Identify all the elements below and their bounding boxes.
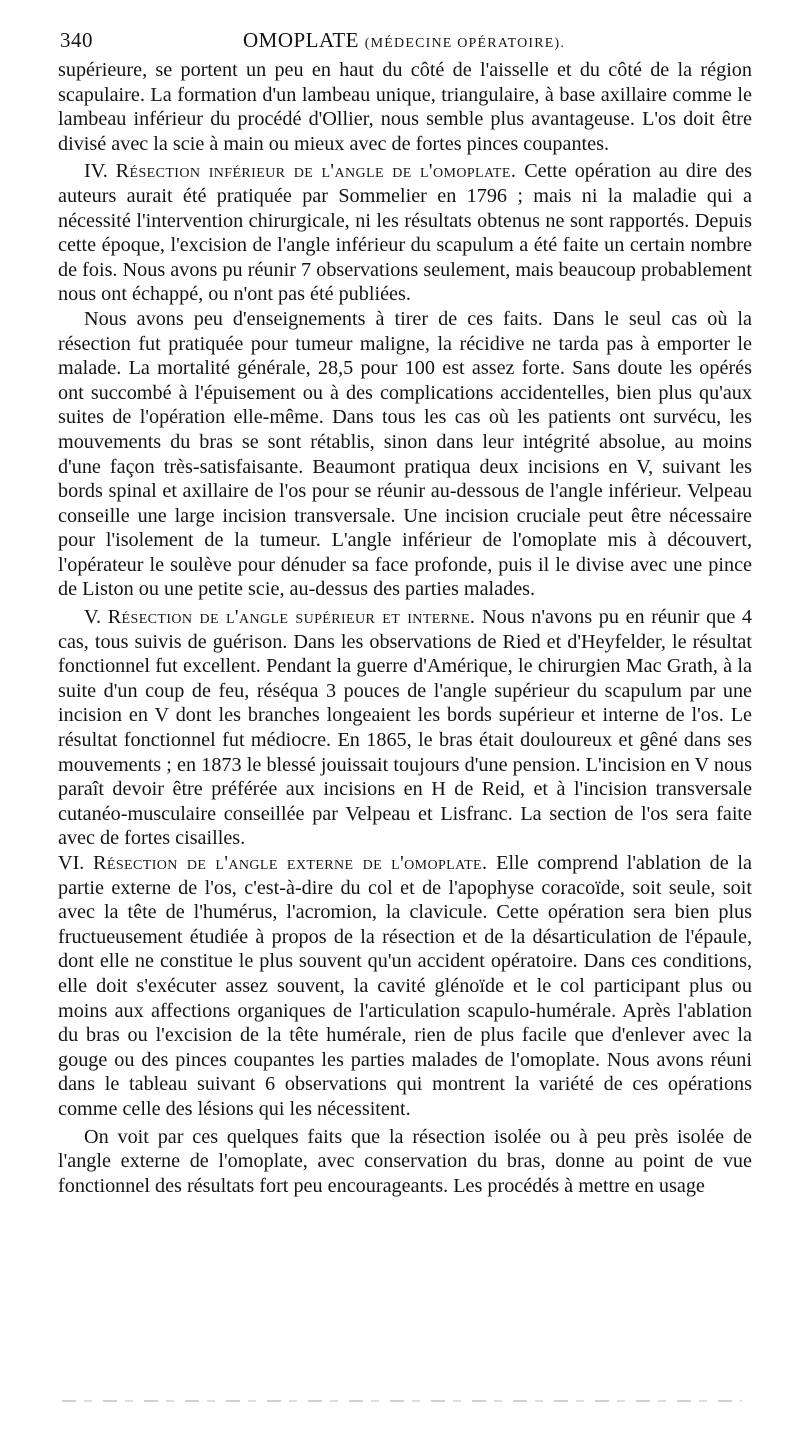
page-number: 340 — [60, 28, 93, 52]
section-vi-text: Elle comprend l'ablation de la partie externe de l'os, c'est-à-dire du col et de l'apophyse coracoïde, soit seule, soit avec la tête de l'humérus, l'acromion, la clavicule. Cette opération sera bien plus fructueusement étudiée à propos de la résection et de la désarticulation de l'épaule, dont elle ne constitue le plus souvent qu'un accident opératoire. Dans ces conditions, elle doit s'exécuter assez souvent, la cavité glénoïde et le col participant plus ou moins aux affections organiques de l'articulation scapulo-humérale. Après l'ablation du bras ou l'excision de la tête humérale, rien de plus facile que d'enlever avec la gouge ou des pinces coupantes les parties malades de l'omoplate. Nous avons réuni dans le tableau suivant 6 observations qui montrent la variété de ces opérations comme celle des lésions qui les nécessitent. — [58, 852, 752, 1120]
page-header — [58, 28, 752, 58]
book-page — [58, 28, 752, 1198]
paragraph-results: Nous avons peu d'enseignements à tirer de ces faits. Dans le seul cas où la résection fut pratiquée pour tumeur maligne, la récidive ne tarda pas à emporter le malade. La mortalité générale, 28,5 pour 100 est assez forte. Sans doute les opérés ont succombé à l'épuisement ou à des complications accidentelles, bien plus qu'aux suites de l'opération elle-même. Dans tous les cas où les patients ont survécu, les mouvements du bras se sont rétablis, sinon dans leur intégrité absolue, au moins d'une façon très-satisfaisante. Beaumont pratiqua deux incisions en V, suivant les bords spinal et axillaire de l'os pour se réunir au-dessous de l'angle inférieur. Velpeau conseille une large incision transversale. Une incision cruciale peut être nécessaire pour l'isolement de la tumeur. L'angle inférieur de l'omoplate mis à découvert, l'opérateur le soulève pour dénuder sa face profonde, puis il le divise avec une pince de Liston ou une petite scie, au-dessus des parties malades. — [58, 307, 752, 601]
body-text — [58, 58, 752, 1198]
section-v-heading: Résection de l'angle supérieur et interne. — [107, 606, 476, 629]
paragraph-continuation: supérieure, se portent un peu en haut du côté de l'aisselle et du côté de la région scapulaire. La formation d'un lambeau unique, triangulaire, à base axillaire comme le lambeau inférieur du procédé d'Ollier, nous semble plus avantageuse. L'os doit être divisé avec la scie à main ou mieux avec de fortes pinces coupantes. — [58, 59, 752, 155]
section-iv-paragraph — [58, 159, 752, 307]
paragraph-conclusion: On voit par ces quelques faits que la résection isolée ou à peu près isolée de l'angle externe de l'omoplate, avec conservation du bras, donne au point de vue fonctionnel des résultats fort peu encourageants. Les procédés à mettre en usage — [58, 1125, 752, 1197]
running-title-subtitle: (MÉDECINE OPÉRATOIRE). — [364, 36, 566, 51]
section-vi-number: VI. — [58, 852, 85, 874]
section-iv-number: IV. — [84, 160, 108, 183]
section-v-number: V. — [84, 606, 102, 629]
section-vi-paragraph — [58, 851, 752, 1122]
section-iv-heading: Résection inférieur de l'angle de l'omoplate. — [115, 160, 517, 183]
section-iv-text: Cette opération au dire des auteurs aurait été pratiquée par Sommelier en 1796 ; mais ni la maladie qui a nécessité l'intervention chirurgicale, ni les résultats obtenus ne sont rapportés. Depuis cette époque, l'excision de l'angle inférieur du scapulum a été faite un certain nombre de fois. Nous avons pu réunir 7 observations seulement, mais beaucoup probablement nous ont échappé, ou n'ont pas été publiées. — [58, 160, 752, 306]
section-vi-heading: Résection de l'angle externe de l'omoplate. — [93, 852, 488, 874]
section-v-paragraph — [58, 605, 752, 851]
section-v-text: Nous n'avons pu en réunir que 4 cas, tous suivis de guérison. Dans les observations de Ried et d'Heyfelder, le résultat fonctionnel fut excellent. Pendant la guerre d'Amérique, le chirurgien Mac Grath, à la suite d'un coup de feu, réséqua 3 pouces de l'angle supérieur du scapulum par une incision en V dont les branches longeaient les bords supérieur et interne de l'os. Le résultat fonctionnel fut médiocre. En 1865, le bras était douloureux et gêné dans ses mouvements ; en 1873 le blessé jouissait toujours d'une pension. L'incision en V nous paraît devoir être préférée aux incisions en H de Reid, et à l'incision transversale cutanéo-musculaire conseillée par Velpeau et Lisfranc. La section de l'os sera faite avec de fortes cisailles. — [58, 606, 753, 850]
running-title — [243, 28, 565, 53]
bottom-scan-artifact — [62, 1400, 742, 1402]
running-title-main: OMOPLATE — [243, 28, 360, 52]
